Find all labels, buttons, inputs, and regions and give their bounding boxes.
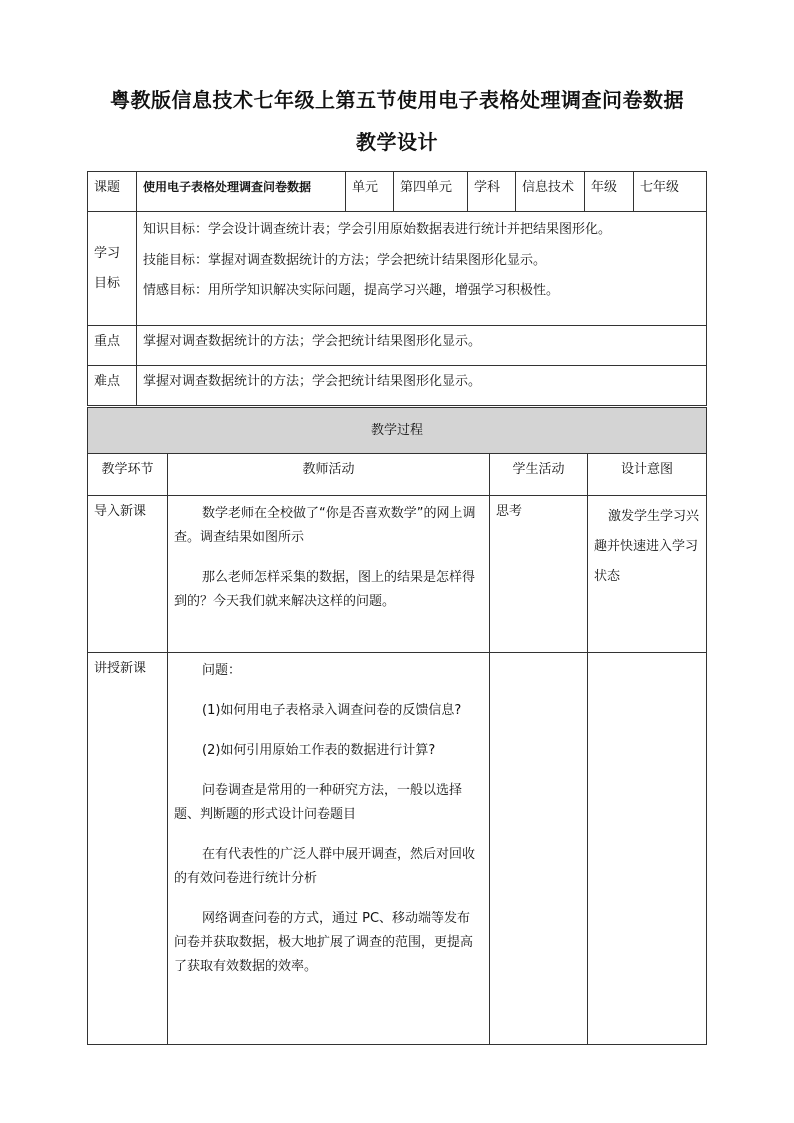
goals-label-line1: 学习 [94, 245, 121, 261]
table-row [88, 653, 707, 1045]
discipline-value: 信息技术 [516, 172, 585, 212]
column-student: 学生活动 [490, 454, 588, 496]
key-point-label: 重点 [88, 326, 137, 366]
difficulty-label: 难点 [88, 366, 137, 406]
teacher-paragraph: 网络调查问卷的方式，通过 PC、移动端等发布问卷并获取数据，极大地扩展了调查的范围，更提高了获取有效数据的效率。 [174, 911, 474, 975]
unit-label: 单元 [346, 172, 394, 212]
teacher-paragraph: 数学老师在全校做了“你是否喜欢数学”的网上调查。调查结果如图所示 [174, 506, 476, 546]
topic-label: 课题 [88, 172, 137, 212]
stage-cell: 讲授新课 [88, 653, 168, 1045]
process-header: 教学过程 [88, 408, 707, 454]
goals-content [137, 212, 707, 326]
teacher-paragraph: 问题： [202, 663, 242, 678]
stage-cell: 导入新课 [88, 496, 168, 653]
teacher-paragraph: 那么老师怎样采集的数据，图上的结果是怎样得到的？今天我们就来解决这样的问题。 [174, 570, 476, 610]
teacher-paragraph: (2)如何引用原始工作表的数据进行计算? [202, 743, 436, 759]
column-teacher: 教师活动 [168, 454, 490, 496]
teacher-paragraph: 问卷调查是常用的一种研究方法，一般以选择题、判断题的形式设计问卷题目 [174, 783, 463, 823]
info-table [87, 171, 707, 406]
goal-skill: 技能目标：掌握对调查数据统计的方法；学会把统计结果图形化显示。 [143, 252, 547, 268]
goal-knowledge: 知识目标：学会设计调查统计表；学会引用原始数据表进行统计并把结果图形化。 [143, 222, 612, 237]
grade-value: 七年级 [634, 172, 707, 212]
document-title: 粤教版信息技术七年级上第五节使用电子表格处理调查问卷数据 [110, 88, 684, 112]
goals-label-line2: 目标 [94, 275, 121, 291]
teacher-paragraph: 在有代表性的广泛人群中展开调查，然后对回收的有效问卷进行统计分析 [174, 847, 476, 887]
topic-value: 使用电子表格处理调查问卷数据 [137, 172, 346, 212]
goals-label [88, 212, 137, 326]
column-intent: 设计意图 [588, 454, 707, 496]
goal-emotion: 情感目标：用所学知识解决实际问题，提高学习兴趣，增强学习积极性。 [143, 283, 560, 298]
table-row [88, 496, 707, 653]
teacher-paragraph: (1)如何用电子表格录入调查问卷的反馈信息? [202, 703, 462, 719]
grade-label: 年级 [585, 172, 634, 212]
teacher-cell [168, 653, 490, 1045]
student-cell: 思考 [490, 496, 588, 653]
difficulty-value: 掌握对调查数据统计的方法；学会把统计结果图形化显示。 [137, 366, 707, 406]
intent-cell: 激发学生学习兴趣并快速进入学习状态 [588, 496, 707, 653]
student-cell [490, 653, 588, 1045]
teacher-cell [168, 496, 490, 653]
key-point-value: 掌握对调查数据统计的方法；学会把统计结果图形化显示。 [137, 326, 707, 366]
process-table [87, 407, 707, 1045]
discipline-label: 学科 [468, 172, 516, 212]
document-subtitle: 教学设计 [356, 130, 438, 154]
intent-cell [588, 653, 707, 1045]
column-stage: 教学环节 [88, 454, 168, 496]
unit-value: 第四单元 [394, 172, 468, 212]
